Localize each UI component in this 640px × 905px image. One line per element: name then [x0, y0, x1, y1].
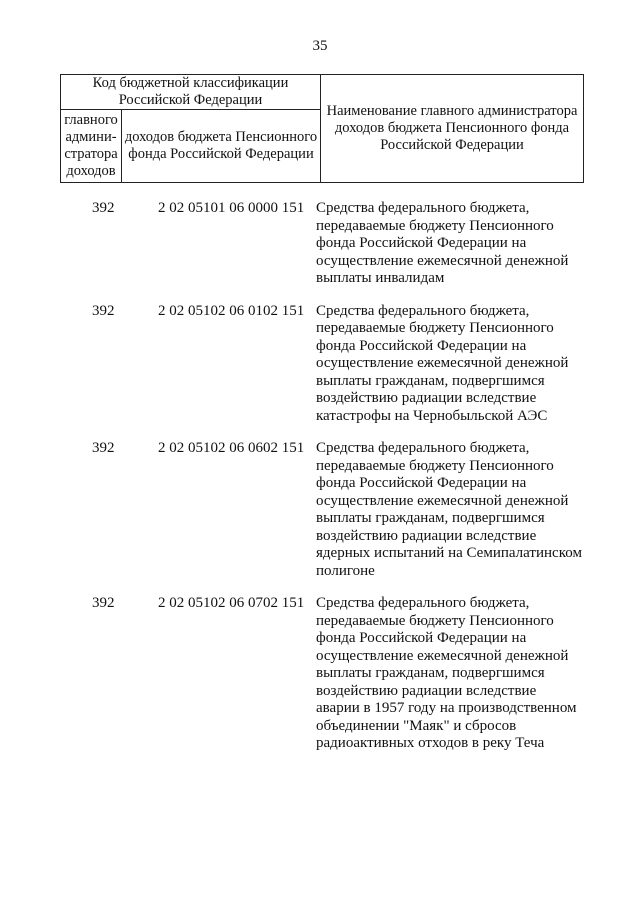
- row-admin-code: 392: [92, 440, 115, 456]
- classification-title-cell: Код бюджетной классификации Российской Федерации: [61, 75, 321, 110]
- table-row: [60, 440, 582, 580]
- administrator-name-header: Наименование главного администратора доходов бюджета Пенсионного фонда Российской Федерации: [321, 75, 584, 183]
- table-row: [60, 200, 582, 288]
- classification-rows: [60, 200, 582, 768]
- row-income-code: 2 02 05102 06 0602 151: [158, 440, 305, 456]
- row-name-text: Средства федерального бюджета, передаваемые бюджету Пенсионного фонда Российской Федерации на осуществление ежемесячной денежной выплаты инвалидам: [316, 200, 569, 286]
- income-code-header: доходов бюджета Пенсионного фонда Российской Федерации: [122, 110, 321, 183]
- table-row: [60, 303, 582, 426]
- row-admin-code: 392: [92, 302, 115, 319]
- row-income-code: 2 02 05102 06 0702 151: [158, 595, 305, 611]
- chief-administrator-header: главного админи-стратора доходов: [61, 110, 122, 183]
- row-income-code: 2 02 05101 06 0000 151: [158, 200, 305, 216]
- row-name-text: Средства федерального бюджета, передаваемые бюджету Пенсионного фонда Российской Федерации на осуществление ежемесячной денежной выплаты гражданам, подвергшимся воздействию радиации вследствие катастрофы на Чернобыльской АЭС: [316, 302, 569, 424]
- row-income-code: 2 02 05102 06 0102 151: [158, 302, 305, 319]
- classification-header-table: [60, 74, 584, 183]
- row-name-text: Средства федерального бюджета, передаваемые бюджету Пенсионного фонда Российской Федерации на осуществление ежемесячной денежной выплаты гражданам, подвергшимся воздействию радиации вследствие ядерных испытаний на Семипалатинском полигоне: [316, 440, 582, 579]
- table-row: [60, 595, 582, 753]
- row-name-text: Средства федерального бюджета, передаваемые бюджету Пенсионного фонда Российской Федерации на осуществление ежемесячной денежной выплаты гражданам, подвергшимся воздействию радиации вследствие аварии в 1957 году на производственном объединении "Маяк" и сбросов радиоактивных отходов в реку Теча: [316, 595, 577, 751]
- row-admin-code: 392: [92, 595, 115, 611]
- row-admin-code: 392: [92, 200, 115, 216]
- page-number: 35: [312, 38, 328, 54]
